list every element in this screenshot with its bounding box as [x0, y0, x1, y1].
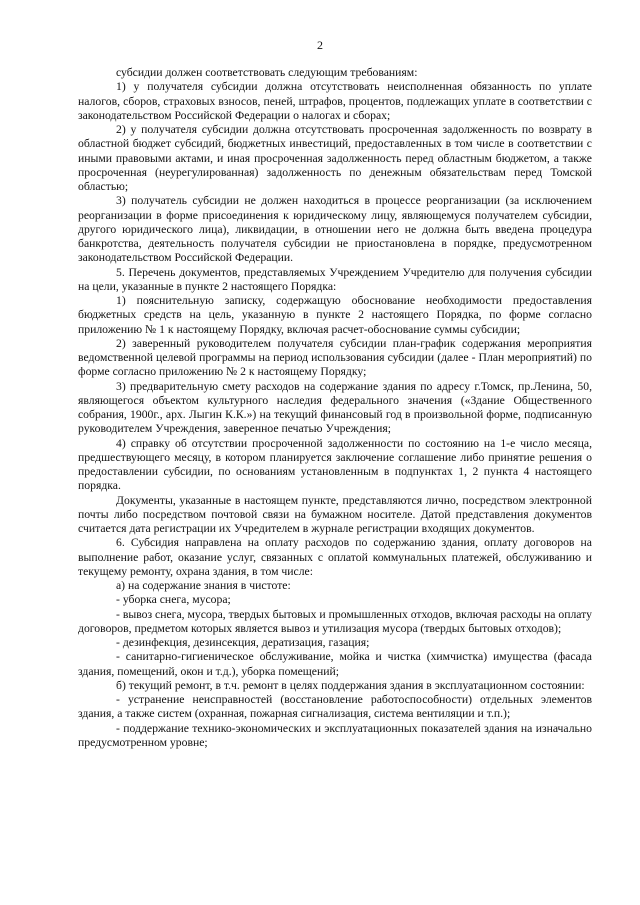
document-body: [78, 66, 592, 750]
page-number: 2: [317, 38, 323, 52]
paragraph: - устранение неисправностей (восстановление работоспособности) отдельных элементов здания, а также систем (охранная, пожарная сигнализация, система вентиляции и т.п.);: [78, 693, 592, 721]
paragraph: 1) у получателя субсидии должна отсутствовать неисполненная обязанность по уплате налогов, сборов, страховых взносов, пеней, штрафов, процентов, подлежащих уплате в соответствии с законодательством Российской Федерации о налогах и сборах;: [78, 80, 592, 122]
paragraph: - дезинфекция, дезинсекция, дератизация, газация;: [116, 636, 370, 649]
paragraph: - поддержание технико-экономических и эксплуатационных показателей здания на изначально предусмотренном уровне;: [78, 721, 592, 749]
paragraph: 5. Перечень документов, представляемых Учреждением Учредителю для получения субсидии на цели, указанные в пункте 2 настоящего Порядка:: [78, 265, 592, 293]
paragraph: субсидии должен соответствовать следующим требованиям:: [116, 66, 418, 79]
paragraph: 3) получатель субсидии не должен находиться в процессе реорганизации (за исключением реорганизации в форме присоединения к юридическому лицу, являющемуся получателем субсидии, другого юридического лица), ликвидации, в отношении него не должна быть введена процедура банкротства, деятельность получателя субсидии не приостановлена в порядке, предусмотренном законодательством Российской Федерации.: [78, 194, 592, 265]
paragraph: 1) пояснительную записку, содержащую обоснование необходимости предоставления бюджетных средств на цель, указанную в пункте 2 настоящего Порядка, по форме согласно приложению № 1 к настоящему Порядку, включая расчет-обоснование суммы субсидии;: [78, 294, 592, 336]
paragraph: 6. Субсидия направлена на оплату расходов по содержанию здания, оплату договоров на выполнение работ, оказание услуг, связанных с оплатой коммунальных платежей, обслуживанию и текущему ремонту, охрана здания, в том числе:: [78, 536, 592, 578]
paragraph: 3) предварительную смету расходов на содержание здания по адресу г.Томск, пр.Ленина, 50, являющегося объектом культурного наследия федерального значения («Здание Общественного собрания, 1900г., арх. Лыгин К.К.») на текущий финансовый год в произвольной форме, подписанную руководителем Учреждения, заверенное печатью Учреждения;: [78, 379, 592, 436]
paragraph: 2) у получателя субсидии должна отсутствовать просроченная задолженность по возврату в областной бюджет субсидий, бюджетных инвестиций, предоставленных в том числе в соответствии с иными правовыми актами, и иная просроченная задолженность перед областным бюджетом, а также просроченная (неурегулированная) задолженность по денежным обязательствам перед Томской областью;: [78, 123, 592, 193]
paragraph: - уборка снега, мусора;: [116, 593, 231, 607]
paragraph: 2) заверенный руководителем получателя субсидии план-график содержания мероприятия ведомственной целевой программы на период использования субсидии (далее - План мероприятий) по форме согласно приложению № 2 к настоящему Порядку;: [78, 336, 592, 379]
paragraph: - санитарно-гигиеническое обслуживание, мойка и чистка (химчистка) имущества (фасада здания, помещений, окон и т.д.), уборка помещений;: [78, 650, 592, 678]
paragraph: а) на содержание знания в чистоте:: [116, 579, 291, 592]
paragraph: б) текущий ремонт, в т.ч. ремонт в целях поддержания здания в эксплуатационном состоянии:: [116, 678, 585, 692]
paragraph: - вывоз снега, мусора, твердых бытовых и промышленных отходов, включая расходы на оплату договоров, предметом которых является вывоз и утилизация мусора (твердых бытовых отходов);: [78, 607, 592, 635]
paragraph: 4) справку об отсутствии просроченной задолженности по состоянию на 1-е число месяца, предшествующего месяцу, в котором планируется заключение соглашение либо принятие решения о предоставлении субсидии, по основаниям установленным в подпунктах 1, 2 пункта 4 настоящего порядка.: [78, 436, 592, 493]
paragraph: Документы, указанные в настоящем пункте, представляются лично, посредством электронной почты либо посредством почтовой связи на бумажном носителе. Датой представления документов считается дата регистрации их Учредителем в журнале регистрации входящих документов.: [78, 493, 592, 535]
